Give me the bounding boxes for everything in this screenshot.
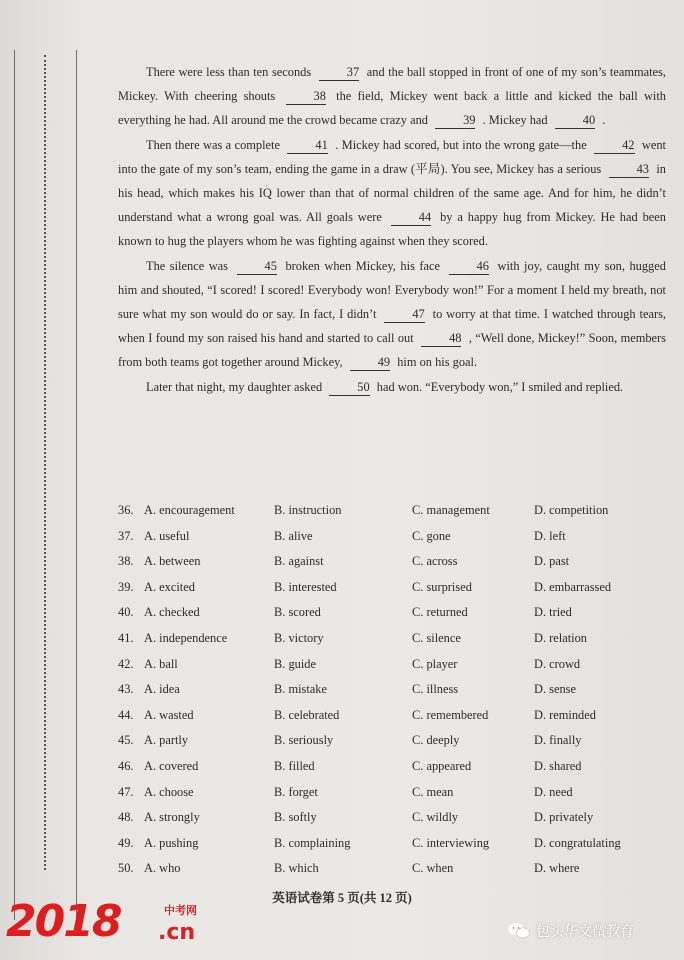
option-row [118,631,678,657]
option-a: A. excited [144,579,195,594]
option-row [118,861,678,887]
option-b: B. instruction [274,503,342,517]
option-a: A. who [144,861,181,876]
option-c: C. gone [412,528,451,543]
option-c: C. appeared [412,758,472,773]
passage-paragraph [118,375,666,399]
margin-line-outer [14,50,15,920]
option-b: B. against [274,554,324,569]
question-number: 50. [118,861,134,876]
option-d: D. shared [534,758,582,773]
option-c: C. mean [412,784,454,799]
option-c: C. player [412,656,458,671]
passage-paragraph [118,254,666,375]
option-row [118,759,678,785]
question-number: 47. [118,784,134,799]
blank-49: 49 [350,354,390,371]
option-d: D. reminded [534,707,596,722]
option-c: C. interviewing [412,835,490,850]
option-a: A. useful [144,528,190,543]
question-number: 36. [118,503,134,517]
passage-text: to worry at that time. I watched through tears, when I found my son raised his hand and started to call out [118,307,666,346]
option-c: C. returned [412,605,468,620]
option-c: C. wildly [412,810,459,825]
option-d: D. past [534,554,570,569]
question-number: 49. [118,835,134,850]
question-number: 37. [118,528,134,543]
option-a: A. partly [144,733,189,748]
option-d: D. need [534,784,573,799]
option-b: B. which [274,861,319,876]
option-row [118,605,678,631]
page-footer: 英语试卷第 5 页(共 12 页) [272,891,412,905]
passage-text: had won. “Everybody won,” I smiled and replied. [376,379,624,394]
option-a: A. pushing [144,835,199,850]
question-number: 45. [118,733,134,748]
option-d: D. tried [534,605,572,620]
question-number: 44. [118,707,134,722]
passage-text: . [602,113,606,128]
option-b: B. guide [274,656,316,671]
option-d: D. embarrassed [534,579,612,594]
passage-text: , “Well done, Mickey!” Soon, members from both teams got together around Mickey, [118,331,666,370]
option-b: B. filled [274,758,315,773]
option-a: A. wasted [144,707,194,722]
question-number: 40. [118,605,134,620]
logo-site-name: 中考网 [164,904,197,917]
option-b: B. celebrated [274,707,340,722]
option-row [118,529,678,555]
option-d: D. finally [534,733,582,748]
site-logo [6,896,206,952]
blank-42: 42 [594,137,634,154]
option-row [118,708,678,734]
option-d: D. sense [534,682,576,697]
option-row [118,554,678,580]
question-number: 43. [118,682,134,697]
option-c: C. deeply [412,733,460,748]
option-row [118,580,678,606]
option-c: C. silence [412,630,461,645]
cloze-passage [118,60,666,399]
option-c: C. when [412,861,454,876]
blank-50: 50 [329,379,369,396]
passage-text: by a happy hug from Mickey. He had been known to hug the players whom he was fighting against when they scored. [118,210,666,249]
dotted-binding-line [44,55,46,870]
passage-text: . Mickey had [482,113,548,128]
blank-38: 38 [286,88,326,105]
option-b: B. complaining [274,835,351,850]
passage-text: him on his goal. [397,355,478,370]
option-b: B. alive [274,528,313,543]
passage-text: Later that night, my daughter asked [146,379,323,394]
option-a: A. independence [144,630,228,645]
blank-47: 47 [384,306,424,323]
option-row [118,836,678,862]
passage-text: and the ball stopped in front of one of my son’s teammates, Mickey. With cheering shouts [118,65,666,104]
option-a: A. checked [144,605,200,620]
option-c: C. management [412,503,490,517]
passage-text: Then there was a complete [146,137,280,152]
option-a: A. idea [144,682,180,697]
option-b: B. interested [274,579,337,594]
option-row [118,733,678,759]
logo-year: 2018 [6,896,121,947]
passage-text: in his head, which makes his IQ lower than that of normal children of the same age. And for him, he didn’t understand what a wrong goal was. All goals were [118,161,666,225]
wechat-icon [508,922,530,940]
margin-line-inner [76,50,77,920]
passage-paragraph [118,133,666,254]
option-row [118,785,678,811]
option-d: D. competition [534,503,609,517]
option-d: D. congratulating [534,835,621,850]
passage-text: with joy, caught my son, hugged him and shouted, “I scored! I scored! Everybody won! Everybody won!” For a moment I held my breath, not sure what my son would do or say. In fact, I didn’t [118,258,666,322]
blank-43: 43 [609,161,649,178]
passage-text: the field, Mickey went back a little and kicked the ball with everything he had. All around me the crowd became crazy and [118,89,666,128]
option-row [118,810,678,836]
blank-41: 41 [287,137,327,154]
passage-text: There were less than ten seconds [146,65,312,79]
question-number: 48. [118,810,134,825]
option-row [118,657,678,683]
passage-text: The silence was [146,258,228,273]
passage-paragraph [118,60,666,133]
option-b: B. scored [274,605,321,620]
option-b: B. mistake [274,682,327,697]
blank-44: 44 [391,209,431,226]
blank-37: 37 [319,64,359,81]
options-list [118,503,678,887]
option-a: A. encouragement [144,503,235,517]
question-number: 46. [118,758,134,773]
blank-46: 46 [449,258,489,275]
question-number: 42. [118,656,134,671]
option-row [118,503,678,529]
option-a: A. between [144,554,201,569]
option-c: C. remembered [412,707,489,722]
logo-domain: .cn [158,920,196,945]
option-b: B. seriously [274,733,334,748]
option-a: A. strongly [144,810,200,825]
option-d: D. left [534,528,566,543]
blank-48: 48 [421,330,461,347]
option-c: C. surprised [412,579,472,594]
option-b: B. victory [274,630,324,645]
option-d: D. crowd [534,656,581,671]
option-c: C. across [412,554,458,569]
option-b: B. forget [274,784,318,799]
wechat-watermark [508,916,678,946]
question-number: 38. [118,554,134,569]
option-a: A. ball [144,656,178,671]
passage-text: broken when Mickey, his face [285,258,441,273]
option-b: B. softly [274,810,317,825]
question-number: 41. [118,630,134,645]
passage-text: . Mickey had scored, but into the wrong gate—the [335,137,587,152]
option-c: C. illness [412,682,459,697]
blank-45: 45 [237,258,277,275]
option-d: D. relation [534,630,587,645]
option-a: A. covered [144,758,199,773]
option-a: A. choose [144,784,194,799]
passage-text: went into the gate of my son’s team, ending the game in a draw (平局). You see, Mickey has a serious [118,137,666,176]
blank-40: 40 [555,112,595,129]
question-number: 39. [118,579,134,594]
option-d: D. where [534,861,580,876]
blank-39: 39 [435,112,475,129]
option-row [118,682,678,708]
option-d: D. privately [534,810,594,825]
watermark-text: 包头华文微教育 [536,924,634,940]
